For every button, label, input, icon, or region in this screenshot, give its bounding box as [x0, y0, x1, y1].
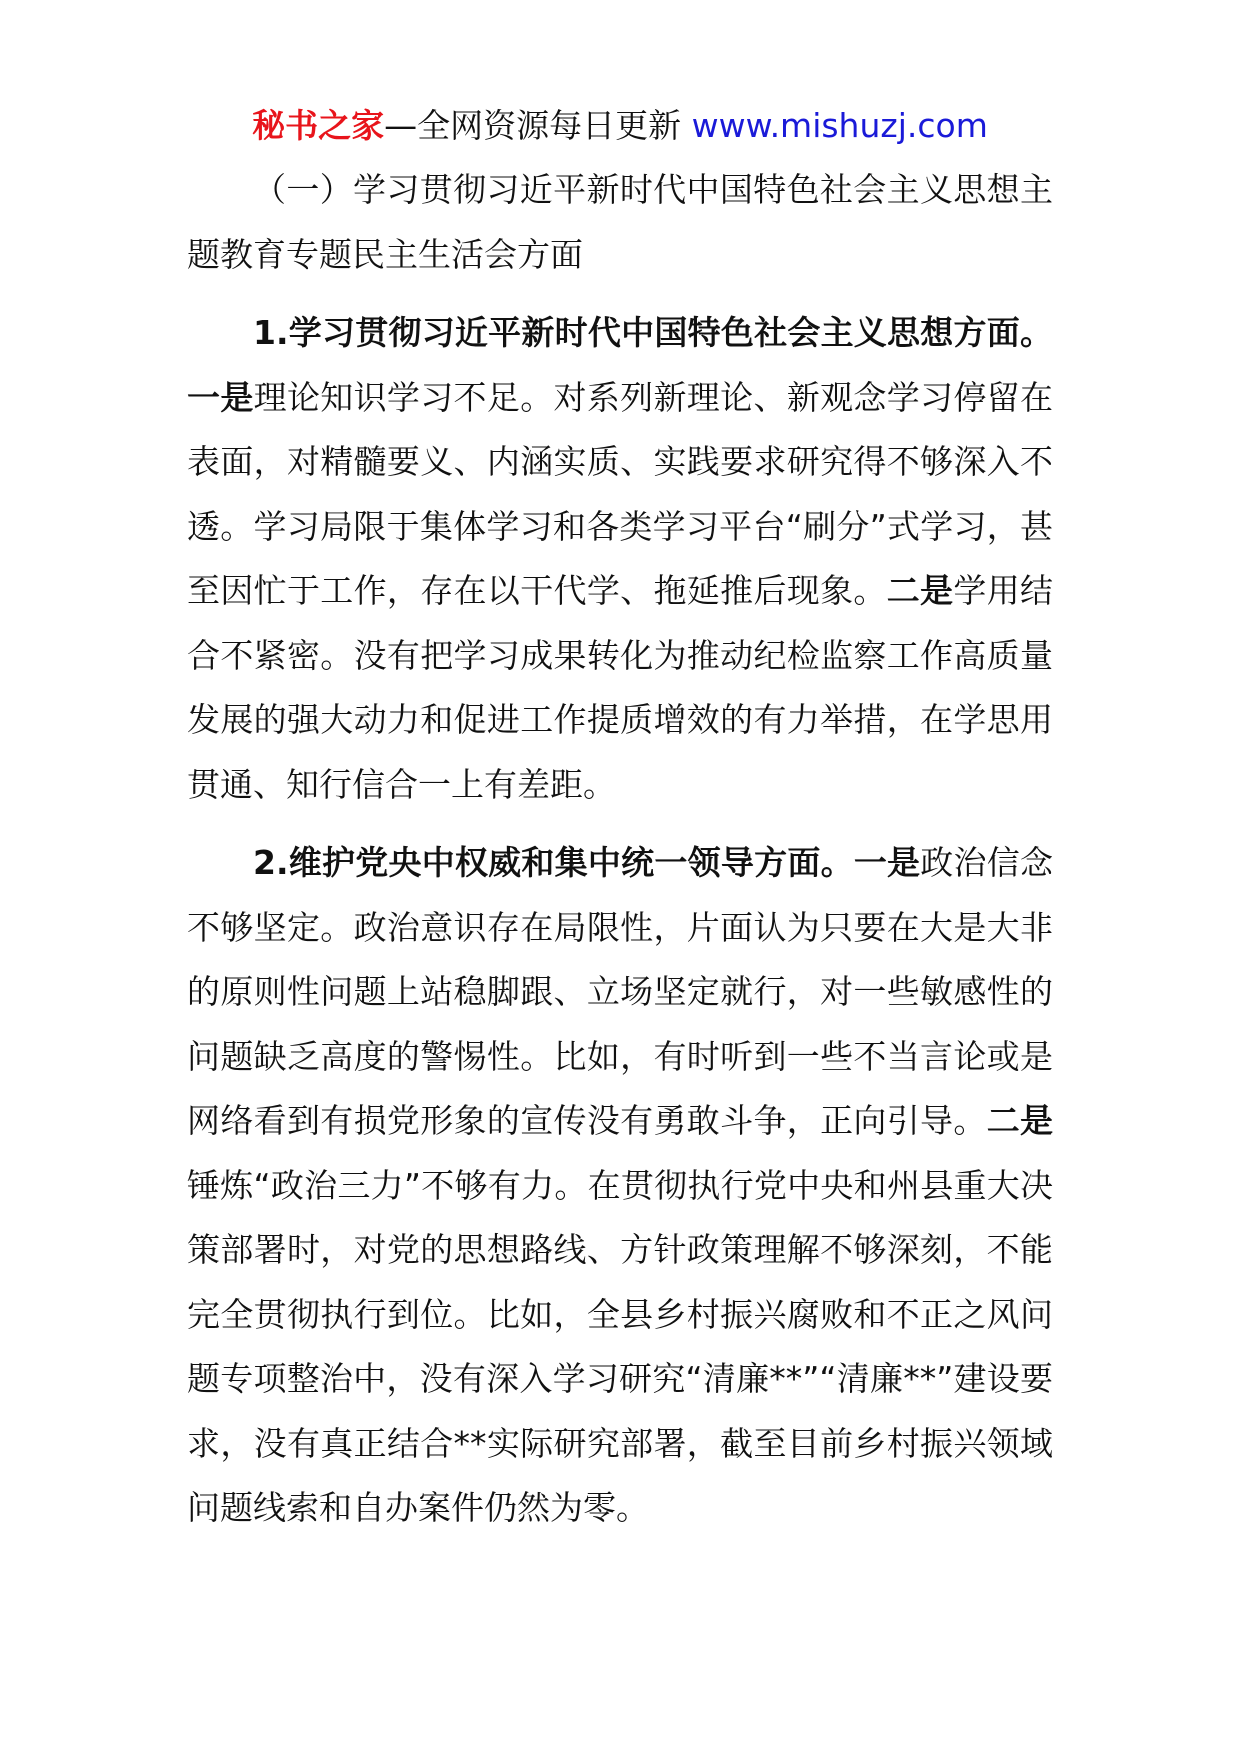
item-2-heading: 2.维护党央中权威和集中统一领导方面。: [253, 843, 854, 882]
item-1-point-1-text: 理论知识学习不足。对系列新理论、新观念学习停留在表面，对精髓要义、内涵实质、实践要求研究得不够深入不透。学习局限于集体学习和各类学习平台“刷分”式学习，甚至因忙于工作，存在以干代学、拖延推后现象。: [187, 377, 1054, 610]
site-name: 秘书之家: [252, 106, 385, 145]
item-2-point-1-label: 一是: [853, 843, 921, 882]
site-url-link[interactable]: www.mishuzj.com: [691, 106, 988, 145]
item-1-heading: 1.学习贯彻习近平新时代中国特色社会主义思想方面。: [253, 313, 1053, 352]
document-body: [187, 158, 1053, 1541]
item-2-paragraph: [187, 831, 1053, 1541]
document-header: [0, 98, 1240, 154]
item-1-point-2-label: 二是: [886, 571, 954, 610]
item-2-point-2-label: 二是: [986, 1101, 1054, 1140]
item-2-point-1-text: 政治信念不够坚定。政治意识存在局限性，片面认为只要在大是大非的原则性问题上站稳脚跟、立场坚定就行，对一些敏感性的问题缺乏高度的警惕性。比如，有时听到一些不当言论或是网络看到有损党形象的宣传没有勇敢斗争，正向引导。: [187, 843, 1054, 1140]
section-heading: （一）学习贯彻习近平新时代中国特色社会主义思想主题教育专题民主生活会方面: [187, 170, 1053, 274]
item-1-point-2-text: 学用结合不紧密。没有把学习成果转化为推动纪检监察工作高质量发展的强大动力和促进工作提质增效的有力举措，在学思用贯通、知行信合一上有差距。: [187, 571, 1054, 804]
item-1-point-1-label: 一是: [187, 377, 254, 417]
item-1-paragraph: [187, 301, 1053, 817]
site-tagline: —全网资源每日更新: [384, 106, 692, 145]
item-2-point-2-text: 锤炼“政治三力”不够有力。在贯彻执行党中央和州县重大决策部署时，对党的思想路线、方针政策理解不够深刻，不能完全贯彻执行到位。比如，全县乡村振兴腐败和不正之风问题专项整治中，没有深入学习研究“清廉**”“清廉**”建设要求，没有真正结合**实际研究部署，截至目前乡村振兴领域问题线索和自办案件仍然为零。: [187, 1165, 1053, 1527]
